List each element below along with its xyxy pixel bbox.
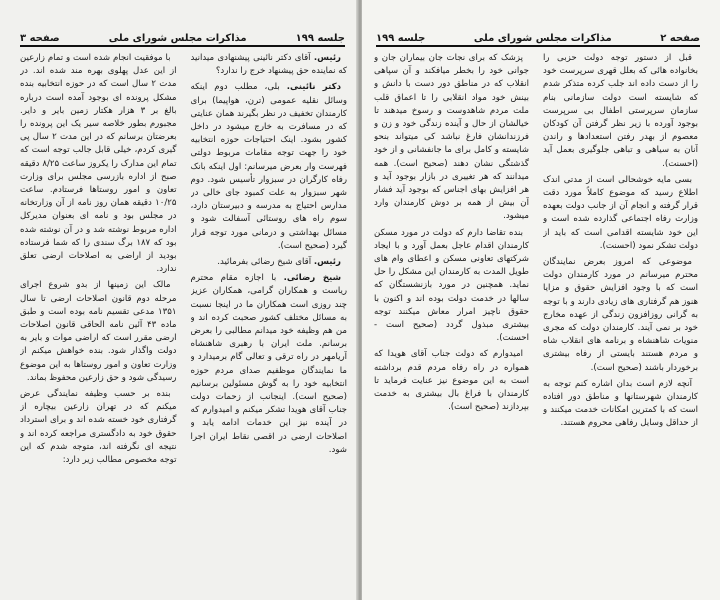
paragraph bbox=[191, 52, 348, 78]
paragraph bbox=[20, 388, 177, 467]
column bbox=[191, 52, 348, 594]
paragraph bbox=[543, 174, 698, 253]
session-number: جلسه ۱۹۹ bbox=[295, 33, 345, 44]
paragraph bbox=[374, 227, 529, 346]
paragraph bbox=[543, 378, 698, 431]
paragraph-text: بنده تقاضا دارم که دولت در مورد مسکن کارمندان اقدام عاجل بعمل آورد و با ایجاد شرکتهای تعاونی مسکن و اعطای وام های طویل المدت به کارمندان این مشکل را حل نماید. همچنین در مورد بازنشستگان که سالها در خدمت دولت بوده اند و اکنون با حقوق ناچیز امرار معاش میکنند توجه بیشتری مبذول گردد (صحیح است - احسنت). bbox=[374, 227, 529, 344]
column bbox=[374, 52, 529, 594]
page-number: صفحه ۲ bbox=[660, 33, 700, 44]
column bbox=[20, 52, 177, 594]
right-page bbox=[362, 0, 720, 600]
paragraph-text: آقای دکتر نائینی پیشنهادی میدانید که نماینده حق پیشنهاد خرج را ندارد؟ bbox=[190, 53, 347, 77]
paragraph-text: امیدوارم که دولت جناب آقای هویدا که همواره در راه رفاه مردم قدم برداشته است به این موضوع نیز عنایت فرماید تا کارمندان با فراغ بال بیشتری به خدمت بپردازند (صحیح است). bbox=[374, 349, 529, 413]
paragraph bbox=[20, 52, 177, 276]
paragraph-text: بسی مایه خوشحالی است از مدتی اندک اطلاع رسید که موضوع کاملاً مورد دقت قرار گرفته و انجام آن از جانب دولت بعهده وزارت رفاه اجتماعی گذارده شده است و این خود شایسته اقدامی است که باید از دولت تشکر نمود (احسنت). bbox=[543, 174, 698, 251]
paragraph-text: با موفقیت انجام شده است و تمام زارعین از این عدل پهلوی بهره مند شده اند. در مدت ۲ سال است که در حوزه انتخابیه بنده مشکل پرونده ای بوجود آمده است درباره بالغ بر ۳ هزار هکتار زمین بایر و دایر. مجبورم بطور خلاصه سیر یک این پرونده را بعرضتان برسانم که در این مدت ۲ سال پی گیری کردم، خیلی قابل جالب توجه است که تمام این مدارک را یکروز ساعت ۸/۲۵ دقیقه صبح از اداره بازرسی مجلس برای وزارت تعاون و امور روستاها فرستادم. ساعت ۱۰/۲۵ دقیقه همان روز نامه از آن وزارتخانه در مجلس بود و نامه ای بعنوان مدیرکل اداره مربوط نوشته شد و در آن نوشته شده بود که ۱۸۷ برگ سندی را که شما فرستاده بودید از اراضی به اصلاحات ارضی تعلق ندارد. bbox=[20, 53, 177, 275]
paragraph-text: موضوعی که امروز بعرض نمایندگان محترم میرسانم در مورد کارمندان دولت است که با وجود افزایش حقوق و مزایا هنوز هم گرفتاری های زیادی دارند و با توجه به گرانی روزافزون زندگی از عهده مخارج خود بر نمی آیند. کارمندان دولت که مجری منویات شاهنشاه و برنامه های انقلاب شاه و مردم هستند بایستی از رفاه بیشتری برخوردار باشند (صحیح است). bbox=[543, 257, 698, 373]
speaker-name: رئیس. bbox=[313, 257, 341, 268]
paragraph-text: آقای شیخ رضائی بفرمائید. bbox=[217, 257, 312, 268]
paragraph-text: بنده بر حسب وظیفه نمایندگی عرض میکنم که در تهران زارعین بیچاره از گرفتاری خود خسته شده اند و برای استرداد حقوق خود به دادگستری مراجعه کرده اند و نتیجه ای نگرفته اند، متوجه شدم که این توجه مخصوص مطالب زیر دارد: bbox=[20, 389, 177, 466]
paragraph-text: قبل از دستور توجه دولت حزبی را بخانواده هائی که بعلل قهری سرپرست خود را از دست داده اند جلب کرده متذکر شدم که شایسته است دولت سازمانی بنام سازمان سرپرستی اطفال بی سرپرست بوجود آورده با زیر نظر گرفتن آن کودکان معصوم از بهدر رفتن استعدادها و راندن آنان به سیاهی و تباهی جلوگیری بعمل آید (احسنت). bbox=[543, 53, 698, 169]
speaker-name: شیخ رضائی. bbox=[283, 273, 342, 284]
paragraph bbox=[191, 81, 348, 253]
column bbox=[543, 52, 698, 594]
page-number: صفحه ۳ bbox=[20, 33, 60, 44]
speaker-name: رئیس. bbox=[313, 53, 342, 63]
paragraph-text: آنچه لازم است بدان اشاره کنم توجه به کارمندان شهرستانها و مناطق دور افتاده است که با کمترین امکانات خدمت میکنند و از حداقل وسایل رفاهی محروم هستند. bbox=[543, 378, 698, 429]
speaker-name: دکتر نائینی. bbox=[286, 82, 341, 93]
paragraph bbox=[543, 256, 698, 375]
paragraph bbox=[191, 272, 348, 457]
text-columns bbox=[374, 52, 698, 594]
paragraph bbox=[374, 52, 529, 224]
paragraph-text: پزشک که برای نجات جان بیماران جان و جوانی خود را بخطر میافکند و آن سپاهی انقلاب که در مناطق دور دست با دانش و بینش خود مواد انقلابی را تا اعماق قلب ملت مردم شاهدوست و رسوخ میدهند تا خیالشان از حال و آینده زندگی خود و زن و فرزندانشان فارغ نباشد کی میتواند بنحو شایسته و کامل برای ما جانفشانی و از خود گذشتگی نشان دهند (صحیح است). همه میدانند که هر تغییری در بازار بوجود آید و هر افزایش بهای اجناس که بوجود آید فشار آن بیش از همه بر دوش کارمندان وارد میشود. bbox=[374, 53, 529, 222]
page-header bbox=[376, 28, 700, 47]
publication-title: مذاکرات مجلس شورای ملی bbox=[108, 33, 247, 44]
session-number: جلسه ۱۹۹ bbox=[376, 33, 426, 44]
paragraph-text: بلی، مطلب دوم اینکه وسائل نقلیه عمومی (ترن، هواپیما) برای کارمندان تخفیف در نظر بگیرند همان عنایتی که در مسافرت به خارج میشود در داخل کشور بشود. اینک احتیاجات حوزه انتخابیه خود را جهت توجه مقامات مربوط دولتی فهرست وار بعرض میرسانم: اول اینکه بانک رفاه کارگران در سبزوار تأسیس شود. دوم شهر سبزوار به علت کمبود جای خالی در مدارس احتیاج به مدرسه و دبیرستان دارد، سوم راه های روستائی آسفالت شود و مسائل بهداشتی و درمانی مورد توجه قرار گیرد (صحیح است). bbox=[190, 82, 347, 251]
publication-title: مذاکرات مجلس شورای ملی bbox=[473, 33, 612, 44]
paragraph bbox=[543, 52, 698, 171]
paragraph bbox=[191, 256, 348, 269]
paragraph bbox=[374, 348, 529, 414]
text-columns bbox=[20, 52, 347, 594]
left-page bbox=[0, 0, 357, 600]
paragraph-text: با اجازه مقام محترم ریاست و همکاران گرامی، همکاران عزیز چند روزی است همکاران ما در اینجا نسبت به مسائل مختلف کشور صحبت کرده اند و من هم وظیفه خود میدانم مطالبی را بعرض برسانم. ملت ایران با رهبری شاهنشاه آریامهر در راه ترقی و تعالی گام برمیدارد و ما نمایندگان موظفیم صدای مردم حوزه انتخابیه خود را به گوش مسئولین برسانیم (صحیح است). اینجانب از زحمات دولت جناب آقای هویدا تشکر میکنم و امیدوارم که در آینده نیز این خدمات ادامه یابد و اصلاحات ارضی در اقصی نقاط ایران اجرا شود. bbox=[190, 273, 347, 455]
paragraph bbox=[20, 279, 177, 385]
page-header bbox=[20, 28, 345, 47]
paragraph-text: مالک این زمینها از بدو شروع اجرای مرحله دوم قانون اصلاحات ارضی تا سال ۱۳۵۱ مدعی تقسیم نامه بوده است و طبق ماده ۴۳ آئین نامه الحاقی قانون اصلاحات ارضی مقرر است که اراضی موات و بایر به دولت واگذار شود. بنده خواهش میکنم از وزارت تعاون و امور روستاها به این موضوع رسیدگی شود و حق زارعین محفوظ بماند. bbox=[20, 280, 177, 383]
